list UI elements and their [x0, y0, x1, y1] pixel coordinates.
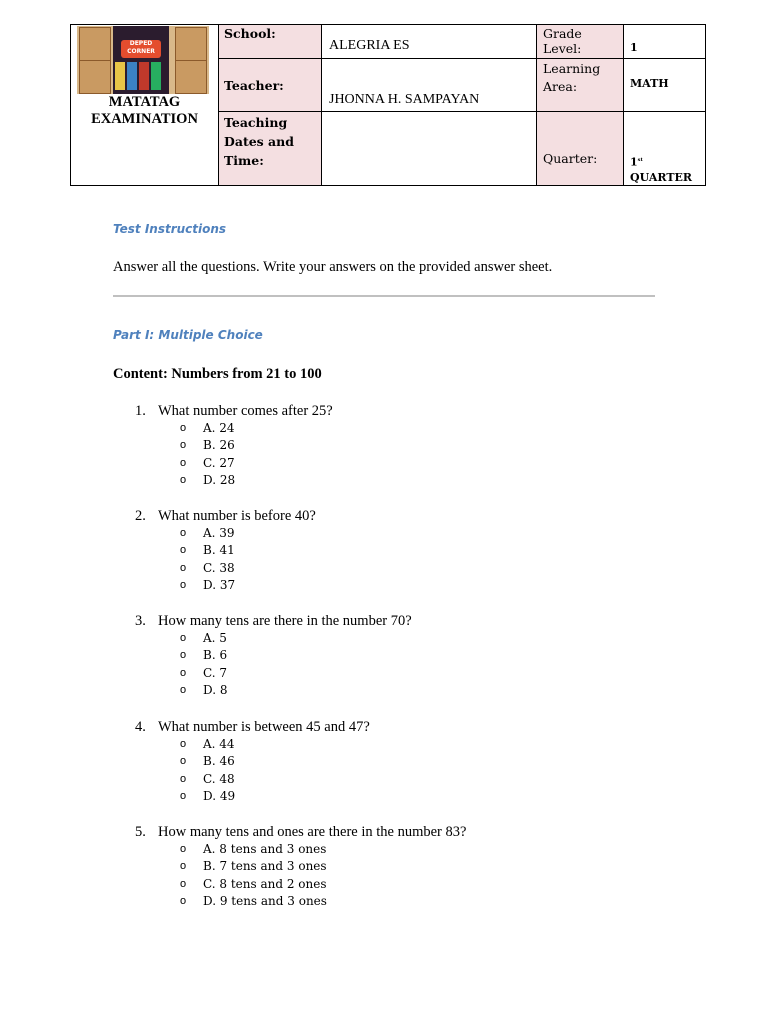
choice-label: D. 37: [203, 577, 236, 592]
bullet-icon: o: [180, 843, 187, 855]
instructions-text: Answer all the questions. Write your answers on the provided answer sheet.: [113, 259, 553, 275]
teacher-label-cell: [219, 59, 322, 112]
quarter-number: 1: [630, 155, 638, 169]
school-value-cell: [322, 25, 537, 59]
quarter-text: QUARTER: [630, 170, 693, 184]
answer-choice: [135, 841, 715, 858]
answer-choice: [135, 542, 715, 559]
question-number: 1.: [135, 403, 146, 419]
choice-label: A. 44: [203, 737, 235, 751]
question-2: [135, 507, 715, 594]
bullet-icon: o: [180, 683, 187, 696]
bullet-icon: o: [180, 439, 187, 452]
bullet-icon: o: [180, 772, 187, 785]
bullet-icon: o: [180, 422, 187, 434]
question-number: 5.: [135, 824, 146, 840]
answer-choice: [135, 455, 715, 472]
choice-label: C. 38: [203, 560, 235, 575]
divider-line: [113, 295, 655, 297]
answer-choice: [135, 665, 715, 682]
grade-value: 1: [630, 41, 638, 54]
bullet-icon: o: [180, 456, 187, 469]
question-prompt: What number comes after 25?: [158, 403, 333, 419]
question-prompt: What number is between 45 and 47?: [158, 719, 370, 735]
answer-choice: [135, 525, 715, 542]
answer-choice: [135, 858, 715, 875]
grade-label-cell: [537, 25, 624, 59]
bullet-icon: o: [180, 789, 187, 802]
bullet-icon: o: [180, 578, 187, 591]
question-prompt: What number is before 40?: [158, 508, 316, 524]
test-instructions-heading: Test Instructions: [113, 222, 227, 236]
bullet-icon: o: [180, 666, 187, 679]
question-text: [135, 823, 715, 841]
question-number: 3.: [135, 613, 146, 629]
question-text: [135, 718, 715, 736]
bullet-icon: o: [180, 561, 187, 574]
quarter-label: Quarter:: [543, 151, 598, 166]
choice-label: C. 27: [203, 455, 235, 470]
quarter-value: [624, 112, 705, 185]
area-label: Learning Area:: [543, 61, 601, 94]
choice-label: D. 49: [203, 788, 236, 803]
question-text: [135, 402, 715, 420]
choice-label: D. 8: [203, 682, 228, 697]
question-text: [135, 612, 715, 630]
bullet-icon: o: [180, 544, 187, 557]
question-prompt: How many tens are there in the number 70?: [158, 613, 412, 629]
area-value: MATH: [630, 77, 669, 90]
question-3: [135, 612, 715, 699]
content-heading: Content: Numbers from 21 to 100: [113, 366, 322, 382]
choice-label: A. 24: [203, 421, 235, 435]
question-number: 4.: [135, 719, 146, 735]
question-4: [135, 718, 715, 805]
logo-cell: [71, 25, 219, 186]
dates-value-cell: [322, 112, 537, 186]
choice-label: D. 28: [203, 472, 236, 487]
answer-choice: [135, 771, 715, 788]
bullet-icon: o: [180, 860, 187, 873]
teacher-value-cell: [322, 59, 537, 112]
choice-label: A. 8 tens and 3 ones: [203, 842, 327, 856]
header-table: [70, 24, 706, 186]
exam-title: MATATAG EXAMINATION: [91, 94, 198, 127]
answer-choice: [135, 577, 715, 594]
answer-choice: [135, 876, 715, 893]
quarter-value-cell: [624, 112, 706, 186]
school-label: School:: [224, 26, 276, 41]
logo-badge: DEPED CORNER: [121, 40, 161, 58]
choice-label: C. 8 tens and 2 ones: [203, 876, 327, 891]
area-label-cell: [537, 59, 624, 112]
bullet-icon: o: [180, 738, 187, 750]
bullet-icon: o: [180, 473, 187, 486]
teacher-value: JHONNA H. SAMPAYAN: [329, 92, 480, 107]
choice-label: C. 48: [203, 771, 235, 786]
answer-choice: [135, 682, 715, 699]
choice-label: B. 7 tens and 3 ones: [203, 859, 327, 874]
school-label-cell: [219, 25, 322, 59]
question-prompt: How many tens and ones are there in the number 83?: [158, 824, 467, 840]
area-value-cell: [624, 59, 706, 112]
school-value: ALEGRIA ES: [329, 38, 410, 53]
dates-label-cell: [219, 112, 322, 186]
choice-label: B. 26: [203, 438, 235, 453]
teacher-label: Teacher:: [224, 78, 284, 93]
grade-value-cell: [624, 25, 706, 59]
quarter-suffix: st: [637, 157, 643, 163]
quarter-label-cell: [537, 112, 624, 186]
answer-choice: [135, 788, 715, 805]
bullet-icon: o: [180, 527, 187, 539]
answer-choice: [135, 630, 715, 647]
answer-choice: [135, 437, 715, 454]
bullet-icon: o: [180, 894, 187, 907]
choice-label: B. 46: [203, 754, 235, 769]
choice-label: D. 9 tens and 3 ones: [203, 893, 327, 908]
dates-label: Teaching Dates and Time:: [224, 115, 294, 168]
question-5: [135, 823, 715, 910]
answer-choice: [135, 472, 715, 489]
deped-corner-logo: [77, 26, 209, 94]
bullet-icon: o: [180, 632, 187, 644]
question-number: 2.: [135, 508, 146, 524]
question-1: [135, 402, 715, 489]
answer-choice: [135, 560, 715, 577]
answer-choice: [135, 893, 715, 910]
answer-choice: [135, 736, 715, 753]
bullet-icon: o: [180, 877, 187, 890]
question-text: [135, 507, 715, 525]
answer-choice: [135, 647, 715, 664]
choice-label: B. 41: [203, 543, 235, 558]
bullet-icon: o: [180, 755, 187, 768]
answer-choice: [135, 753, 715, 770]
choice-label: C. 7: [203, 665, 228, 680]
part1-heading: Part I: Multiple Choice: [113, 328, 263, 342]
bullet-icon: o: [180, 649, 187, 662]
grade-label: Grade Level:: [543, 26, 582, 56]
answer-choice: [135, 420, 715, 437]
choice-label: B. 6: [203, 648, 228, 663]
choice-label: A. 39: [203, 526, 235, 540]
choice-label: A. 5: [203, 631, 227, 645]
